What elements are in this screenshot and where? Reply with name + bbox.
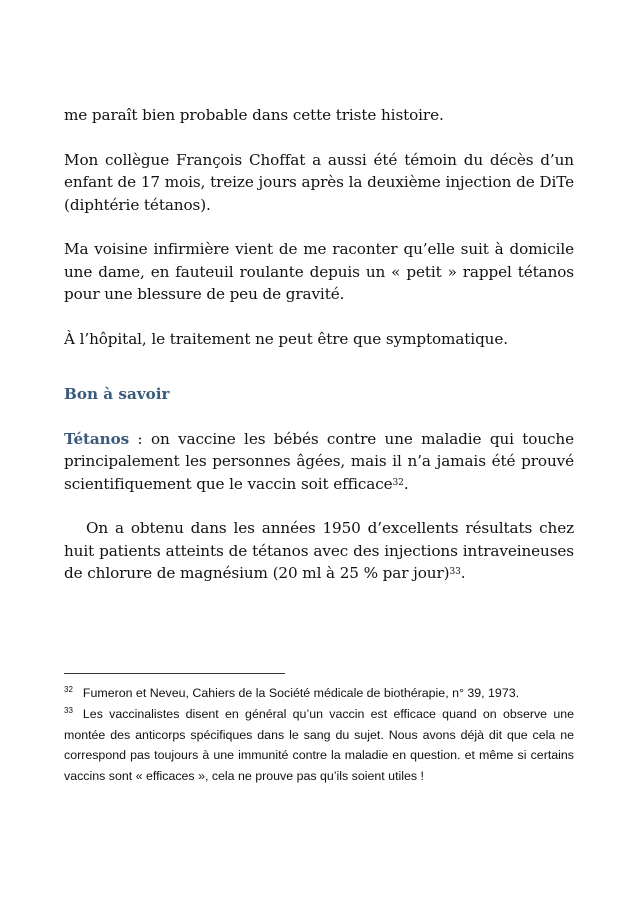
- tetanos-paragraph: Tétanos : on vaccine les bébés contre une maladie qui touche principalement les personnes âgées, mais il n’a jamais été prouvé scientifiquement que le vaccin soit efficace$^{32}$.: [64, 429, 574, 493]
- magnesium-paragraph: On a obtenu dans les années 1950 d’excellents résultats chez huit patients atteints de tétanos avec des injections intraveineuses de chlorure de magnésium (20 ml à 25 % par jour)$^{33}$.: [64, 519, 574, 582]
- footnote-text: Fumeron et Neveu, Cahiers de la Société médicale de biothérapie, n° 39, 1973.: [82, 686, 520, 700]
- footnote-number: 33: [64, 705, 73, 715]
- paragraph-1: me paraît bien probable dans cette triste histoire.: [64, 106, 444, 124]
- paragraph-3: Ma voisine infirmière vient de me raconter qu’elle suit à domicile une dame, en fauteuil roulante depuis un « petit » rappel tétanos pour une blessure de peu de gravité.: [64, 240, 574, 303]
- paragraph-2: Mon collègue François Choffat a aussi été témoin du décès d’un enfant de 17 mois, treize jours après la deuxième injection de DiTe (diphtérie tétanos).: [64, 150, 574, 214]
- page-body: [64, 104, 574, 585]
- footnote-33: [64, 704, 574, 787]
- magnesium-text: On a obtenu dans les années 1950 d’excellents résultats chez huit patients atteints de tétanos avec des injections intraveineuses de chlorure de magnésium (20 ml à 25 % par jour): [64, 519, 574, 582]
- footnote-32: [64, 683, 574, 704]
- paragraph-4: À l’hôpital, le traitement ne peut être que symptomatique.: [64, 329, 508, 348]
- footnote-separator: [64, 673, 285, 674]
- footnotes: [64, 683, 574, 787]
- term-text: : on vaccine les bébés contre une maladie qui touche principalement les personnes âgées, mais il n’a jamais été prouvé scientifiquement que le vaccin soit efficace: [64, 429, 574, 493]
- footnote-number: 32: [64, 685, 73, 694]
- section-heading: Bon à savoir: [64, 385, 170, 403]
- term-label: Tétanos: [64, 429, 130, 448]
- footnote-ref-33[interactable]: 33: [449, 567, 461, 577]
- footnote-ref-32[interactable]: 32: [392, 477, 404, 488]
- footnote-text: Les vaccinalistes disent en général qu’un vaccin est efficace quand on observe une montée des anticorps spécifiques dans le sang du sujet. Nous avons déjà dit que cela ne correspond pas toujours à une immunité contre la maladie en question. et même si certains vaccins sont « efficaces », cela ne prouve pas qu’ils soient utiles !: [64, 706, 574, 784]
